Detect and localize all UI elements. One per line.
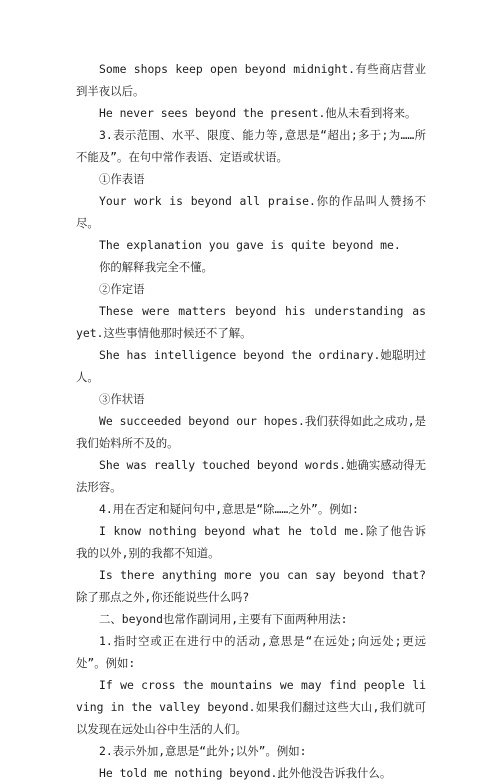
paragraph-14: 4.用在否定和疑问句中,意思是“除……之外”。例如: — [99, 502, 359, 516]
paragraph-10: She has intelligence beyond the ordinary.她聪明过人。 — [76, 348, 426, 384]
document-page — [76, 58, 426, 784]
paragraph-2: He never sees beyond the present.他从未看到将来。 — [99, 106, 417, 120]
paragraph-15: I know nothing beyond what he told me.除了他告诉我的以外,别的我都不知道。 — [76, 524, 426, 560]
paragraph-19: If we cross the mountains we may find people living in the valley beyond.如果我们翻过这些大山,我们就可以发现在远处山谷中生活的人们。 — [76, 678, 426, 736]
paragraph-5: Your work is beyond all praise.你的作品叫人赞扬不尽。 — [76, 194, 426, 230]
paragraph-17: 二、beyond也常作副词用,主要有下面两种用法: — [99, 612, 348, 626]
paragraph-11: ③作状语 — [99, 392, 145, 406]
paragraph-9: These were matters beyond his understanding as yet.这些事情他那时候还不了解。 — [76, 304, 426, 340]
paragraph-16: Is there anything more you can say beyond that?除了那点之外,你还能说些什么吗? — [76, 568, 426, 604]
paragraph-4: ①作表语 — [99, 172, 145, 186]
paragraph-7: 你的解释我完全不懂。 — [99, 260, 213, 274]
paragraph-3: 3.表示范围、水平、限度、能力等,意思是“超出;多于;为……所不能及”。在句中常作表语、定语或状语。 — [76, 128, 426, 164]
paragraph-18: 1.指时空或正在进行中的活动,意思是“在远处;向远处;更远处”。例如: — [76, 634, 426, 670]
paragraph-21: He told me nothing beyond.此外他没告诉我什么。 — [99, 766, 392, 780]
paragraph-6: The explanation you gave is quite beyond me. — [99, 238, 401, 252]
paragraph-13: She was really touched beyond words.她确实感动得无法形容。 — [76, 458, 426, 494]
paragraph-20: 2.表示外加,意思是“此外;以外”。例如: — [99, 744, 307, 758]
paragraph-8: ②作定语 — [99, 282, 145, 296]
paragraph-1: Some shops keep open beyond midnight.有些商店营业到半夜以后。 — [76, 62, 426, 98]
paragraph-12: We succeeded beyond our hopes.我们获得如此之成功,是我们始料所不及的。 — [76, 414, 426, 450]
